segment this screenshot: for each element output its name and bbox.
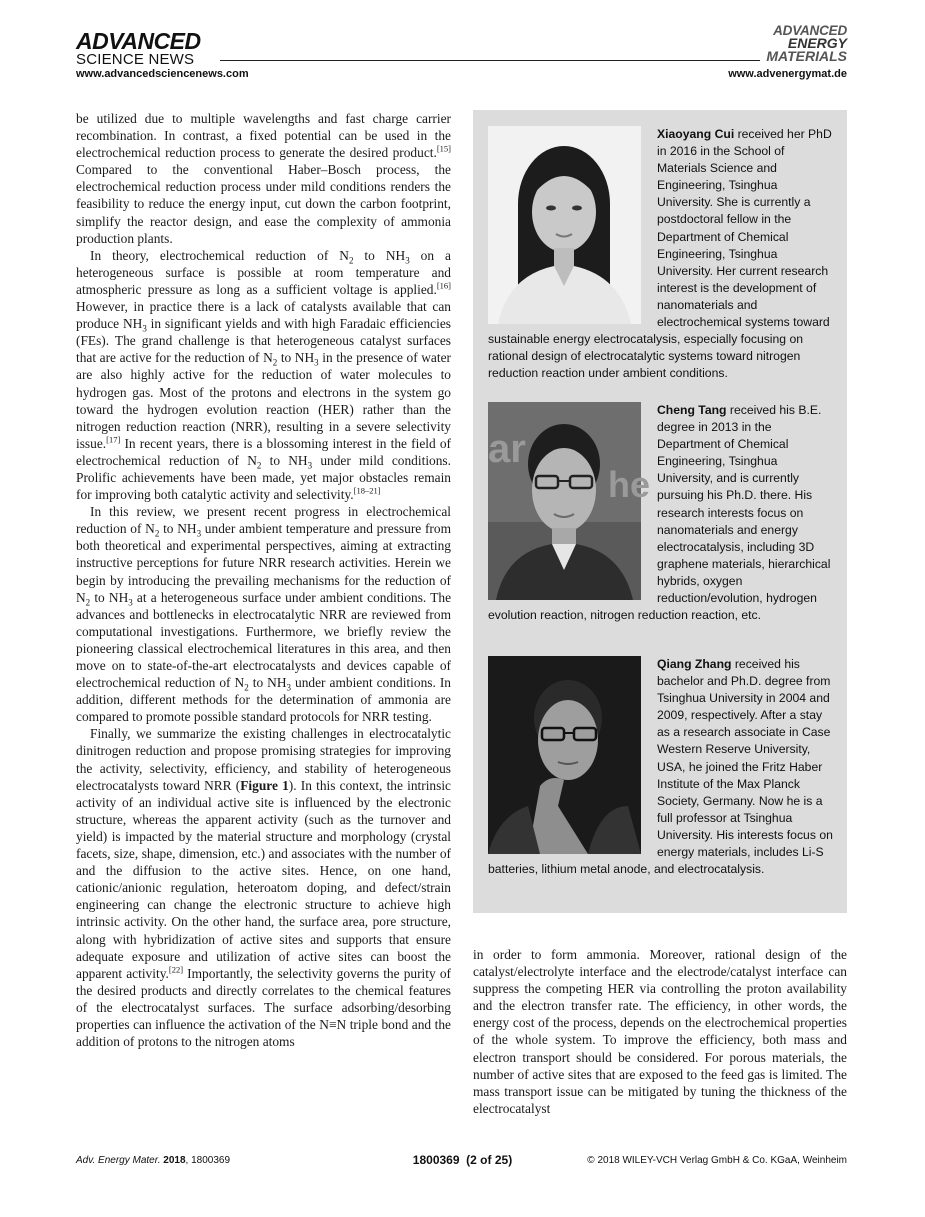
publisher-url-link[interactable]: www.advancedsciencenews.com [76,68,249,80]
publisher-logo-line1: ADVANCED [76,28,201,54]
svg-text:he: he [608,464,651,505]
journal-logo [766,24,847,63]
svg-text:ar: ar [488,427,526,471]
paragraph: in order to form ammonia. Moreover, rational design of the catalyst/electrolyte interface and the electrode/catalyst interface can suppress the competing HER via controlling the proton availability and the electron transfer rate. The efficiency, in other words, the energy cost of the process, depends on the electrochemical properties of the whole system. To improve the efficiency, both mass and electron transport should be considered. For porous materials, the number of active sites that are exposed to the feed gas is limited. The mass transport issue can be mitigated by tuning the thickness of the electrocatalyst [473,947,847,1116]
page-number: 1800369 (2 of 25) [412,1153,513,1167]
journal-logo-line1: ADVANCED [773,23,847,38]
author-bio [488,126,834,382]
paragraph: In this review, we present recent progress in electrochemical reduction of $N_2$ to $NH_3$ under ambient temperature and pressure from both theoretical and experimental perspectives, aiming at extracting instructive perceptions for future NRR research activities. Herein we begin by introducing the prevailing mechanisms for the reduction of $N_2$ to $NH_3$ at a heterogeneous surface under ambient conditions. The advances and bottlenecks in electrocatalytic NRR are reviewed from computational investigations. Furthermore, we briefly review the pioneering classical electrochemical literatures in this area, and then move on to state-of-the-art electrocatalysts and devices capable of electrochemical reduction of $N_2$ to $NH_3$ under ambient conditions. In addition, different methods for the determination of ammonia are compared to promote possible standard protocols for NRR testing. [76,504,452,725]
left-text-column [76,110,451,1050]
publisher-logo [76,30,201,67]
author-name: Qiang Zhang [657,657,732,671]
paragraph: be utilized due to multiple wavelengths and fast charge carrier recombination. In contrast, a fixed potential can be used in the electrochemical reduction process to generate the desired product.[15] Compared to the conventional Haber–Bosch process, the electrochemical reduction process under mild conditions renders the feasibility to reduce the energy input, cut down the carbon footprint, simplify the reactor design, and ease the complexity of ammonia production plants. [76,111,451,246]
author-bio [488,402,834,624]
journal-logo-line3: MATERIALS [766,48,847,64]
author-photo [488,126,641,324]
author-bio-text: received her PhD in 2016 in the School of Materials Science and Engineering, Tsinghua University. She is currently a postdoctoral fellow in the Department of Chemical Engineering, Tsinghua University. Her current research interest is the development of nanomaterials and electrochemical systems toward sustainable energy electrocatalysis, especially focusing on rational design of electrocatalytic systems toward nitrogen reduction reaction under ambient conditions. [488,127,832,381]
author-bio-text: received his B.E. degree in 2013 in the Department of Chemical Engineering, Tsinghua University, and is currently pursuing his Ph.D. there. His research interests focus on nanomaterials and energy electrocatalysis, including 3D graphene materials, hierarchical hybrids, oxygen reduction/evolution, hydrogen evolution reaction, nitrogen reduction reaction, etc. [488,403,831,623]
author-bio-text: received his bachelor and Ph.D. degree from Tsinghua University in 2004 and 2009, respectively. After a stay as a research associate in Case Western Reserve University, USA, he joined the Fritz Haber Institute of the Max Planck Society, Germany. Now he is a full professor at Tsinghua University. His interests focus on energy materials, includes Li-S batteries, lithium metal anode, and electrocatalysis. [488,657,833,877]
article-number: , 1800369 [185,1155,231,1166]
author-bio [488,656,834,878]
author-bio-box [473,110,847,913]
portrait-image-icon [488,402,651,600]
portrait-image-icon [488,656,641,854]
paragraph: Finally, we summarize the existing challenges in electrocatalytic dinitrogen reduction and propose promising strategies for improving the activity, selectivity, efficiency, and stability of heterogeneous electrocatalysts toward NRR (Figure 1). In this context, the intrinsic activity of an individual active site is influenced by the electronic structure, whereas the apparent activity (such as the turnover and yield) is impacted by the material structure and morphology (crystal facets, size, shape, dimension, etc.) and associates with the number of and the diffusion to the active sites. Hence, on one hand, cationic/anionic regulation, heteroatom doping, and defect/strain engineering can change the electronic structure to achieve high intrinsic activity. On the other hand, the surface area, pore structure, along with hybridization of active sites and supports that ensure adequate exposure and utilization of active sites can boost the apparent activity.[22] Importantly, the selectivity governs the purity of the desired products and directly correlates to the chemical features of the electrocatalyst surfaces. The surface adsorbing/desorbing properties can influence the activation of the N≡N triple bond and the addition of protons to the nitrogen atoms [76,726,451,1050]
author-name: Xiaoyang Cui [657,127,735,141]
author-photo [488,402,651,600]
header-rule [220,60,760,61]
journal-logo-line2: ENERGY [787,35,847,51]
publisher-logo-line2: SCIENCE NEWS [76,51,195,68]
portrait-image-icon [488,126,641,324]
right-text-column [473,946,847,1117]
journal-url-link[interactable]: www.advenergymat.de [728,68,847,80]
author-name: Cheng Tang [657,403,727,417]
journal-name: Adv. Energy Mater. [76,1155,161,1166]
author-photo [488,656,641,854]
paragraph: In theory, electrochemical reduction of $N_2$ to $NH_3$ on a heterogeneous surface is possible at room temperature and atmospheric pressure as long as a sufficient voltage is applied.[16] However, in practice there is a lack of catalysts available that can produce $NH_3$ in significant yields and with high Faradaic efficiencies (FEs). The grand challenge is that heterogeneous catalyst surfaces that are active for the reduction of $N_2$ to $NH_3$ in the presence of water are also highly active for the reduction of water molecules to hydrogen gas. Most of the protons and electrons in the system go toward the hydrogen evolution reaction (HER) rather than the nitrogen reduction reaction (NRR), resulting in a severe selectivity issue.[17] In recent years, there is a blossoming interest in the field of electrochemical reduction of $N_2$ to $NH_3$ under mild conditions. Prolific achievements have been made, yet major obstacles remain for improving both catalytic activity and selectivity.[18–21] [76,247,452,503]
copyright: © 2018 WILEY-VCH Verlag GmbH & Co. KGaA, Weinheim [587,1155,847,1166]
citation-year: 2018 [163,1155,186,1166]
